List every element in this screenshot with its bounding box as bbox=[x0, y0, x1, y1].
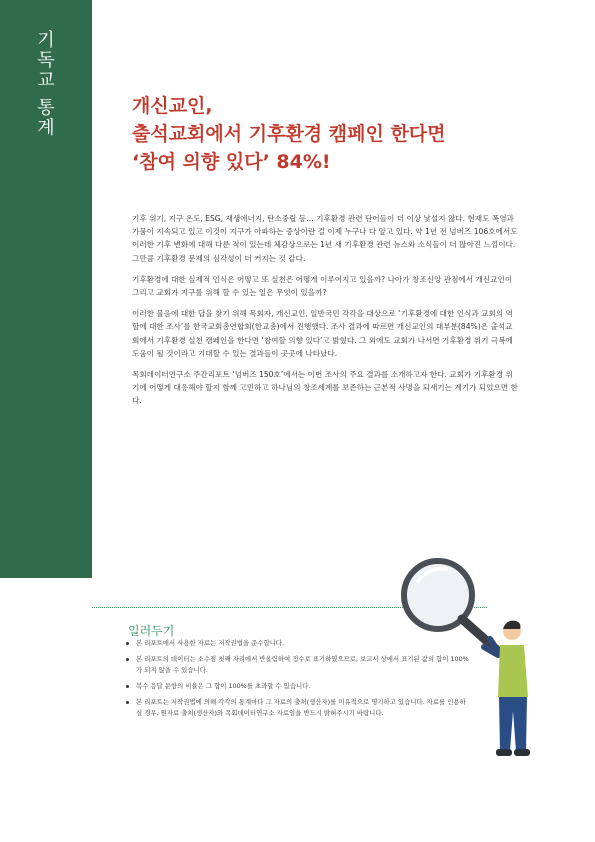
bullet-icon bbox=[126, 685, 129, 688]
bullet-icon bbox=[126, 642, 129, 645]
paragraph-1: 기후 위기, 지구 온도, ESG, 재생에너지, 탄소중립 등… 기후환경 관련 단어들이 더 이상 낯설지 않다. 현재도 폭염과 가뭄이 지속되고 있고 이것이 지구가 아파하는 증상이란 걸 이제 누구나 다 알고 있다. 약 1년 전 넘버즈 106호에서도 이러한 기후 변화에 대해 다룬 적이 있는데 체감상으로는 1년 새 기후환경 관련 뉴스와 소식들이 더 많아진 느낌이다. 그만큼 기후환경 문제의 심각성이 더 커지는 것 같다. bbox=[132, 214, 518, 263]
bullet-icon bbox=[126, 701, 129, 704]
bullet-icon bbox=[126, 658, 129, 661]
article-body bbox=[132, 212, 518, 416]
paragraph-3: 이러한 물음에 대한 답을 찾기 위해 목회자, 개신교인, 일반국민 각각을 대상으로 ‘기후환경에 대한 인식과 교회의 역할에 대한 조사’를 한국교회총연합회(한교총)에서 진행했다. 조사 결과에 따르면 개신교인의 대부분(84%)은 출석교회에서 기후환경 실천 캠페인을 한다면 ‘참여할 의향 있다’고 밝혔다. 그 외에도 교회가 나서면 기후환경 위기 극복에 도움이 될 것이라고 기대할 수 있는 결과들이 곳곳에 나타났다. bbox=[132, 309, 513, 358]
sidebar-title: 기독교 통계 bbox=[34, 30, 55, 138]
notes-item-text: 본 리포트는 저작권법에 의해 각각의 통계마다 그 자료의 출처(생산자)를 미유적으로 명기하고 있습니다. 자료를 인용하실 경우, 원자료 출처(생산자)와 목회데이터연구소 자료임을 반드시 밝혀주시기 바랍니다. bbox=[136, 698, 466, 717]
page-title bbox=[132, 92, 532, 176]
magnifier-person-illustration bbox=[400, 555, 550, 765]
sidebar bbox=[0, 0, 92, 842]
notes-item-text: 복수 응답 문항의 비율은 그 합이 100%를 초과할 수 있습니다. bbox=[136, 682, 311, 690]
headline-line-3: ‘참여 의향 있다’ 84%! bbox=[132, 151, 331, 173]
person-body-icon bbox=[498, 645, 528, 697]
person-legs-icon bbox=[499, 697, 527, 751]
notes-title: 일러두기 bbox=[128, 624, 175, 638]
headline-line-2: 출석교회에서 기후환경 캠페인 한다면 bbox=[132, 123, 446, 145]
headline-line-1: 개신교인, bbox=[132, 95, 213, 117]
notes-item-text: 본 리포트에서 사용한 자료는 저작권법을 준수합니다. bbox=[136, 639, 285, 647]
paragraph-4: 목회데이터연구소 주간리포트 ‘넘버즈 150호’에서는 이번 조사의 주요 결과를 소개하고자 한다. 교회가 기후환경 위기에 어떻게 대응해야 할지 함께 고민하고 하나님의 창조세계를 보존하는 근본적 사명을 되새기는 계기가 되었으면 한다. bbox=[132, 370, 518, 406]
paragraph-2: 기후환경에 대한 실제적 인식은 어떻고 또 실천은 어떻게 이루어지고 있을까? 나아가 창조신앙 관점에서 개신교인이 그리고 교회가 지구를 위해 할 수 있는 일은 무엇이 있을까? bbox=[132, 274, 513, 298]
notes-item-text: 본 리포트의 데이터는 소수점 첫째 자리에서 반올림하여 정수로 표기하였으므로, 보고서 상에서 표기된 값의 합이 100%가 되지 않을 수 있습니다. bbox=[136, 655, 469, 674]
